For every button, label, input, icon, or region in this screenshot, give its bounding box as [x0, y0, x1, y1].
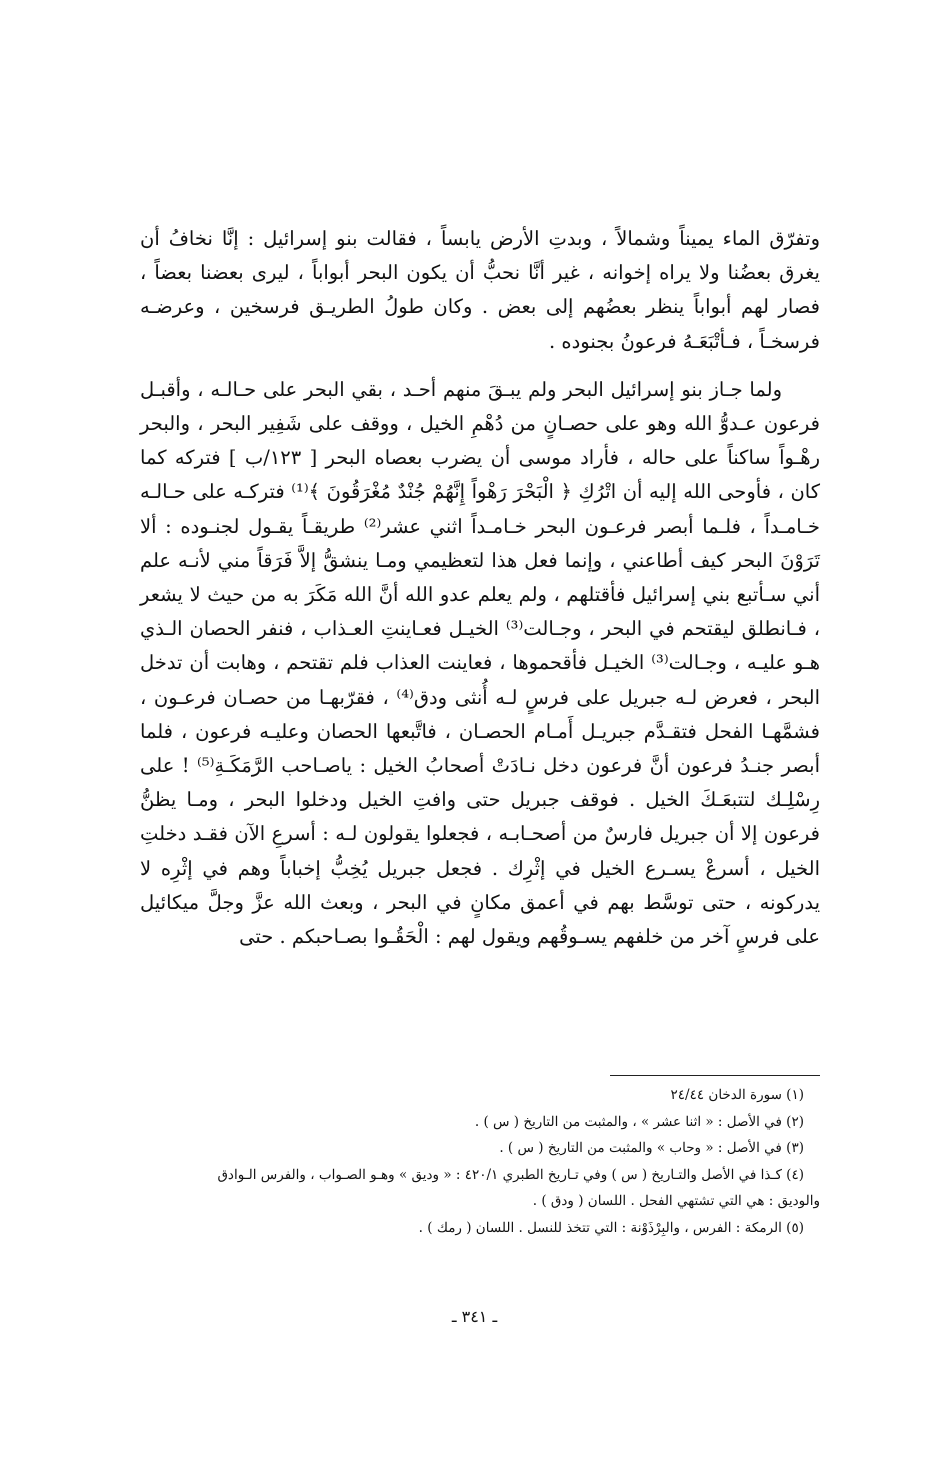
main-text: [140, 222, 820, 954]
footnote-4-continuation: والوديق : هي التي تشتهي الفحل . اللسان ( ودق ) .: [532, 1193, 820, 1209]
page-number: ـ ٣٤١ ـ: [451, 1307, 498, 1326]
footnotes: [140, 1082, 820, 1241]
paragraph-2: ولما جـاز بنو إسرائيل البحر ولم يبـقَ منهم أحـد ، بقي البحر على حـالـه ، وأقبـل فرعون عـدوُّ الله وهو على حصـانٍ من دُهْمِ الخيل ، ووقف على شَفِير البحر ، والبحر رهْـواً ساكناً على حاله ، فأراد موسى أن يضرب بعصاه البحر [ ١٢٣/ب ] فتركه كما كان ، فأوحى الله إليه أن اتْرُكِ ﴿ الْبَحْرَ رَهْواً إِنَّهُمْ جُنْدٌ مُغْرَقُونَ ﴾⁽¹⁾ فتركـه على حـالـه خـامـداً ، فلـما أبصر فرعـون البحر خـامـداً اثني عشر⁽²⁾ طريقـاً يقـول لجنـوده : ألا تَرَوْنَ البحر كيف أطاعني ، وإنما فعل هذا لتعظيمي ومـا ينشقُّ إلاَّ فَرَقاً مني لأنـه علم أني سـأتبع بني إسرائيل فأقتلهم ، ولم يعلم عدو الله أنَّ الله مَكَرَ به من حيث لا يشعر ، فـانطلق ليقتحم في البحر ، وجـالت⁽³⁾ الخيـل فعـاينتِ العـذاب ، فنفر الحصان الـذي هـو عليـه ، وجـالت⁽³⁾ الخيـل فأقحموها ، فعاينت العذاب فلم تقتحم ، وهابت أن تدخل البحر ، فعرض لـه جبريل على فرسٍ لـه أُنثى ودق⁽⁴⁾ ، فقرّبهـا من حصـان فرعـون ، فشمَّهـا الفحل فتقـدَّم جبريـل أَمـام الحصـان ، فاتَّبعها الحصان وعليـه فرعون ، فلما أبصر جنـدُ فرعون أنَّ فرعون دخل نـادَتْ أصحابُ الخيل : ياصـاحب الرَّمَكَـةِ⁽⁵⁾ ! على رِسْلِـك لتتبعَـكَ الخيل . فوقف جبريل حتى وافتِ الخيل ودخلوا البحر ، ومـا يظنُّ فرعون إلا أن جبريل فارسٌ من أصحـابـه ، فجعلوا يقولون لـه : أسرعِ الآن فقـد دخلتِ الخيل ، أسرعْ يسـرع الخيل في إثْرِك . فجعل جبريل يُخِبُّ إخباباً وهم في إثْرِه لا يدركونه ، حتى توسَّط بهم في أعمق مكانٍ في البحر ، وبعث الله عزَّ وجلَّ ميكائيل على فرسٍ آخر من خلفهم يسـوقُهم ويقول لهم : الْحَقُـوا بصـاحبكم . حتى: [140, 377, 820, 949]
footnote-divider: [610, 1075, 820, 1076]
footnote-1: (١) سورة الدخان ٢٤/٤٤: [670, 1087, 804, 1103]
footnote-4: (٤) كـذا في الأصل والتـاريخ ( س ) وفي تـاريخ الطبري ٤٢٠/١ : « وديق » وهـو الصـواب ، والفرس الـوادق: [217, 1166, 804, 1183]
paragraph-1: وتفرّق الماء يميناً وشمالاً ، وبدتِ الأرض يابساً ، فقالت بنو إسرائيل : إنَّا نخافُ أن يغرق بعضُنا ولا يراه إخوانه ، غير أنَّا نحبُّ أن يكون البحر أبواباً ، ليرى بعضنا بعضاً ، فصار لهم أبواباً ينظر بعضُهم إلى بعض . وكان طولُ الطريـق فرسخين ، وعرضـه فرسخـاً ، فـأتْبَعَـهُ فرعونُ بجنوده .: [140, 227, 820, 353]
footnote-3: (٣) في الأصل : « وحاب » والمثبت من التاريخ ( س ) .: [499, 1140, 804, 1156]
footnote-2: (٢) في الأصل : « اثنا عشر » ، والمثبت من التاريخ ( س ) .: [474, 1113, 804, 1130]
footnote-5: (٥) الرمكة : الفرس ، والبِرْذَوْنة : التي تتخذ للنسل . اللسان ( رمك ) .: [418, 1219, 804, 1236]
